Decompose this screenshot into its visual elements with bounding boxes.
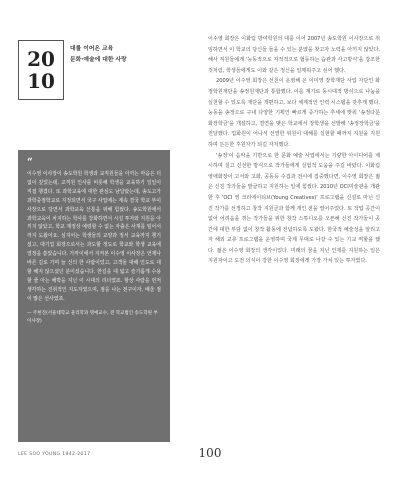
heading-line-2: 문화·예술에 대한 사랑: [70, 57, 127, 63]
quote-sidebar: [18, 150, 170, 442]
quote-mark: “: [27, 157, 33, 168]
main-text-column: [208, 34, 380, 267]
quote-attribution: — 주현진(서울대학교 물리학과 명예교수, 전 학교법인 송도학원 부이사장): [27, 310, 158, 325]
paragraph: 이수영 회장은 이화림 방여학원의 대를 이어 2007년 송도학원 이사장으로 취임하면서 이 학교의 당신들 들을 수 있는 분였을 찾고자 노력을 아끼지 않았다. 해사 직원들에게 '능동적으로 지적적으로 협동하는 습관과 사고방식'을 강조한 것처럼, 학생들에게도 이와 같은 정신을 일깨워주고 싶어 했다.: [208, 36, 380, 74]
year-box: [18, 40, 64, 100]
paragraph: '송정'이 음악을 기반으로 한 문화 예술 사업에서는 기량한 아이디어를 제시하며 설고 신선한 방식으로 작가들에게 실험적 도움을 주길 바랐다. 이화림 영애화장이 고서와 고화, 공동등 수집과 전시에 집중했다면, 이수영 회장은 젊은 신진 작가들을 발굴하고 지원하는 일에 힘썼다. 2010년 OCI미술관을 개관한 후 'OCI 영 크리에이티브(Young Creatives)' 프로그램을 신설로 마닌 신진 작가를 선정하고 창작 지원금과 함께 개인 전을 열어주었다. 또 작업 공간이 없어 어려움을 겪는 작가들을 위한 창작 스튜디오를 오픈해 신진 작가들이 공간에 대한 부담 없이 창작 활동에 전념하도록 도왔다. 한국적 예술성을 알리고자 해외 교류 프로그램을 운영하며 국제 무대로 나갈 수 있는 기교 역할을 했다. 젊은 이수영 회장의 생각이었다. 미래의 꿈을 지닌 인재를 지원하는 일은 지원자이고 도전 의식이 강한 이수영 회장에게 가장 가치 있는 투자였다.: [208, 152, 380, 265]
heading-line-1: 대를 이어온 교육: [70, 46, 114, 52]
paragraph: 2009년 이수영 회장은 선친이 운영해 온 이미영 장학재단 사업 자단인 화정학원재단을 송정원재단과 통합했다. 이를 계기로 동시대적 방식으로 나눔을 실천할 수 있도록 재단을 개편하고, 보다 체계적인 인력 시스템을 갖추게 했다. 능동을 송정으로 구내 다양한 기획인 빠르게 증가하는 추세에 맞춰 '송정다문화장학금'을 개설하고, 결연을 맺은 학교에서 장학생을 선발해 '송정장학금'을 전달했다. 업화원이 어나서 선열한 위원이 대해를 실현할 때까지 지원을 지원하며 든든한 후원자가 되길 자처했다.: [208, 78, 380, 148]
running-footer: LEE SOO YOUNG 1942-2017: [18, 452, 91, 457]
section-heading: [70, 44, 127, 66]
quote-body: 이수영 이사장이 송도학원 학생과 교직원들을 아끼는 마음은 더없이 깊었는데, 교직원 인사를 비롯해 학생을 교육하기 일일이 직접 챙겼다. 또 과학교육에 대한 관심도 남달랐는데, 송도고가 과학중점학교로 지정되면서 국구 사업에는 계속 결국 학교 부이사장으로 당면서 과학교육 산통을 위해 힘썼다. 송도학원에서 과학교육이 차지하는 학사를 강화하면서 시설 투자와 지원을 아끼지 않았고, 학교 재정상 예령할 수 없는 자출은 사재를 털어서까지 도왔어요. 심지어는 학생들의 교양과 정서 교육까지 챙기셨고, 대기업 회장으로서는 과도할 정도로 학교와 학생 교육에 열정을 쏟았습니다. 가까이에서 지켜본 이수영 이사장은 언제나 바른 길로 가며 늘 신의 한 사람이었고, 고객들 대해 인도로 대할 해지 않으셨던 분이셨습니다. 한길을 대 넓고 슬기롭게 수용할 줄 아는 해박을 지닌 이 시대의 리더였죠. 항상 사람을 먼저 생각하는 진취적인 지도자였으며, 점을 나는 천구이자, 배울 점이 많은 선사였죠.: [27, 171, 161, 302]
page-number: 100: [198, 446, 222, 460]
year-bottom: 10: [27, 69, 55, 93]
year-top: 20: [27, 47, 55, 71]
